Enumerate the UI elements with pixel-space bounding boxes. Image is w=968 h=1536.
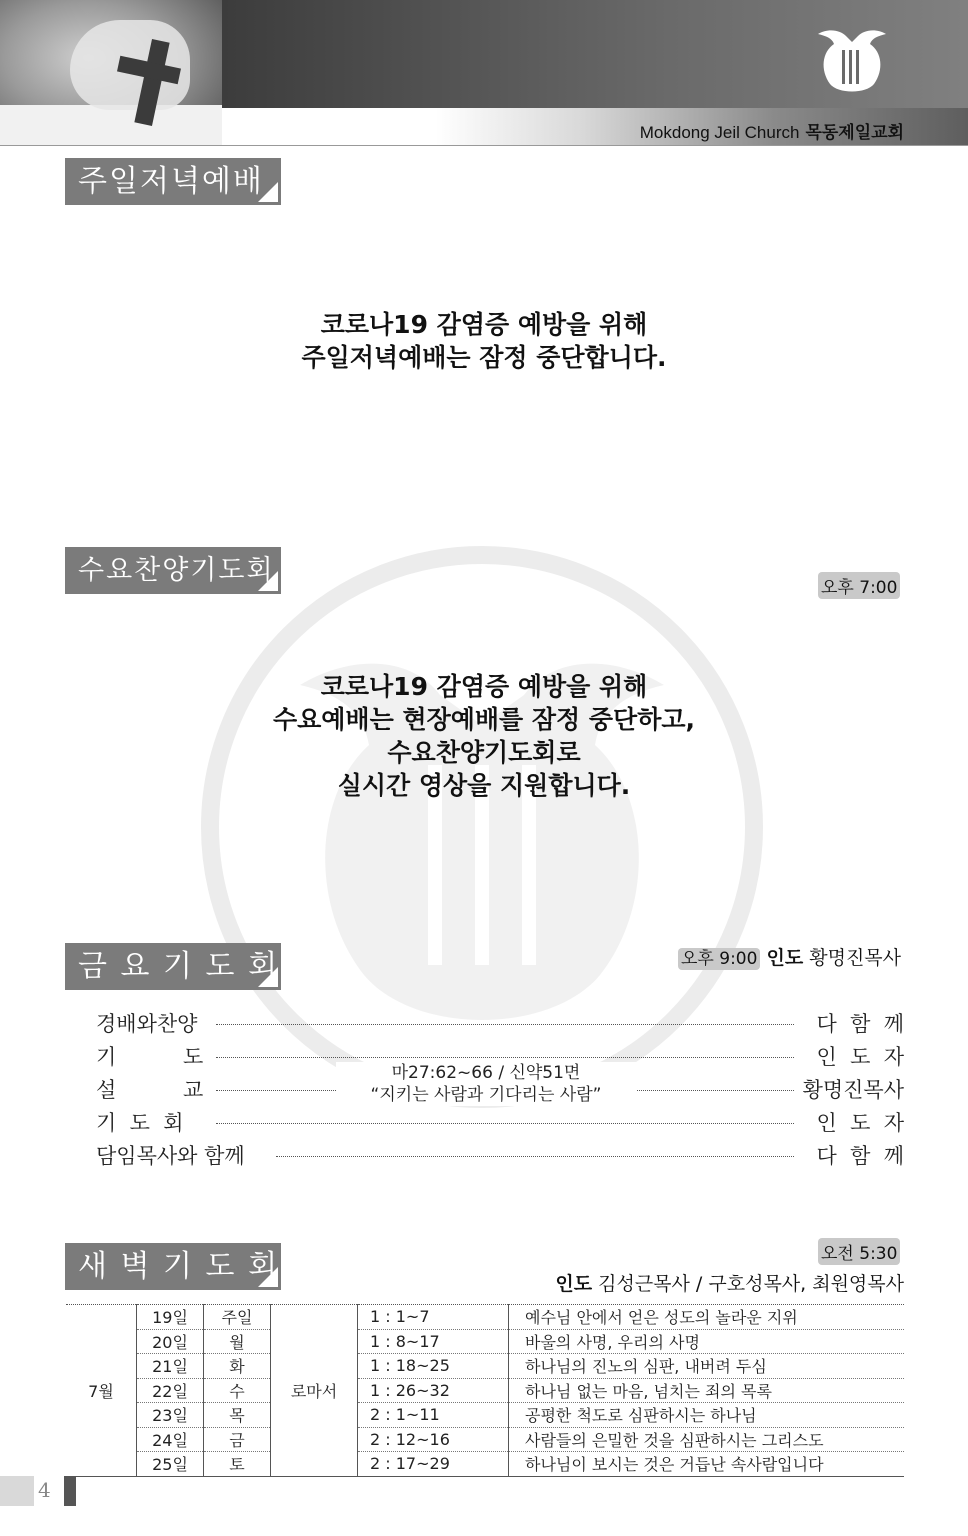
verse-cell: 1 : 8~17 [358,1329,509,1354]
leader-name: 황명진목사 [809,947,902,969]
day-cell: 25일 [137,1452,204,1477]
verse-cell: 1 : 18~25 [358,1354,509,1379]
corner-mark-icon [258,571,278,591]
title-cell: 사람들의 은밀한 것을 심판하시는 그리스도 [509,1427,905,1452]
sermon-scripture: 마27:62~66 / 신약51면 [391,1063,581,1083]
order-person: 황명진목사 [797,1074,904,1104]
section-title: 금 요 기 도 회 [78,949,280,984]
verse-cell: 1 : 26~32 [358,1378,509,1403]
friday-leader [678,943,901,970]
dawn-leaders [555,1269,904,1296]
verse-cell: 1 : 1~7 [358,1305,509,1330]
title-cell: 공평한 척도로 심판하시는 하나님 [509,1403,905,1428]
order-item: 기 도 [96,1041,209,1071]
table-row [66,1452,904,1477]
table-row [66,1378,904,1403]
praying-hands-photo [0,0,222,145]
leader-label: 인도 [766,947,804,969]
order-person: 다 함 께 [810,1008,904,1038]
order-person: 인 도 자 [810,1041,904,1071]
wednesday-notice [0,670,968,802]
corner-mark-icon [258,1267,278,1287]
order-item: 기 도 회 [96,1107,190,1137]
notice-line: 코로나19 감염증 예방을 위해 [320,672,648,701]
section-title: 수요찬양기도회 [78,555,275,586]
notice-line: 주일저녁예배는 잠정 중단합니다. [301,343,667,372]
section-friday [65,943,281,990]
order-person: 인 도 자 [810,1107,904,1137]
section-sunday-evening [65,158,281,205]
table-row [66,1329,904,1354]
section-wednesday [65,547,281,594]
order-row [96,1008,904,1038]
weekday-cell: 화 [204,1354,271,1379]
weekday-cell: 월 [204,1329,271,1354]
table-row [66,1354,904,1379]
notice-line: 코로나19 감염증 예방을 위해 [320,310,648,339]
day-cell: 19일 [137,1305,204,1330]
header-divider [0,145,968,146]
section-dawn [65,1243,281,1290]
wednesday-time-badge: 오후 7:00 [818,572,900,599]
title-cell: 하나님의 진노의 심판, 내버려 두심 [509,1354,905,1379]
dawn-schedule-table [66,1304,904,1477]
sunday-evening-notice [0,308,968,374]
weekday-cell: 목 [204,1403,271,1428]
weekday-cell: 주일 [204,1305,271,1330]
weekday-cell: 토 [204,1452,271,1477]
day-cell: 21일 [137,1354,204,1379]
page-number: 4 [38,1478,51,1502]
table-row [66,1427,904,1452]
day-cell: 24일 [137,1427,204,1452]
order-item: 담임목사와 함께 [96,1140,251,1170]
verse-cell: 2 : 12~16 [358,1427,509,1452]
leader-names: 김성근목사 / 구호성목사, 최원영목사 [598,1273,904,1295]
book-cell: 로마서 [271,1305,358,1477]
sermon-reference [336,1062,636,1106]
table-row [66,1403,904,1428]
order-item: 설 교 [96,1074,209,1104]
order-item: 경배와찬양 [96,1008,203,1038]
notice-line: 수요예배는 현장예배를 잠정 중단하고, [272,705,695,734]
day-cell: 23일 [137,1403,204,1428]
dawn-time-badge: 오전 5:30 [818,1238,900,1265]
church-name-en: Mokdong Jeil Church [639,123,800,142]
notice-line: 수요찬양기도회로 [387,738,581,767]
weekday-cell: 금 [204,1427,271,1452]
table-row [66,1305,904,1330]
order-row [96,1140,904,1170]
title-cell: 하나님이 보시는 것은 거듭난 속사람입니다 [509,1452,905,1477]
page-number-tab [0,1476,34,1506]
order-person: 다 함 께 [810,1140,904,1170]
church-name [640,118,904,143]
corner-mark-icon [258,182,278,202]
day-cell: 20일 [137,1329,204,1354]
page-number-bar [64,1476,76,1506]
day-cell: 22일 [137,1378,204,1403]
corner-mark-icon [258,967,278,987]
weekday-cell: 수 [204,1378,271,1403]
notice-line: 실시간 영상을 지원합니다. [337,771,631,800]
verse-cell: 2 : 17~29 [358,1452,509,1477]
section-title: 주일저녁예배 [78,164,264,199]
title-cell: 예수님 안에서 얻은 성도의 놀라운 지위 [509,1305,905,1330]
month-cell: 7월 [88,1381,114,1401]
church-name-kr: 목동제일교회 [805,123,904,143]
sermon-title: “지키는 사람과 기다리는 사람” [370,1085,602,1105]
title-cell: 바울의 사명, 우리의 사명 [509,1329,905,1354]
title-cell: 하나님 없는 마음, 넘치는 죄의 목록 [509,1378,905,1403]
leader-label: 인도 [555,1273,593,1295]
friday-time-badge: 오후 9:00 [678,948,760,970]
verse-cell: 2 : 1~11 [358,1403,509,1428]
order-row [96,1107,904,1137]
section-title: 새 벽 기 도 회 [78,1249,280,1284]
lyre-bird-logo-icon [812,22,892,102]
